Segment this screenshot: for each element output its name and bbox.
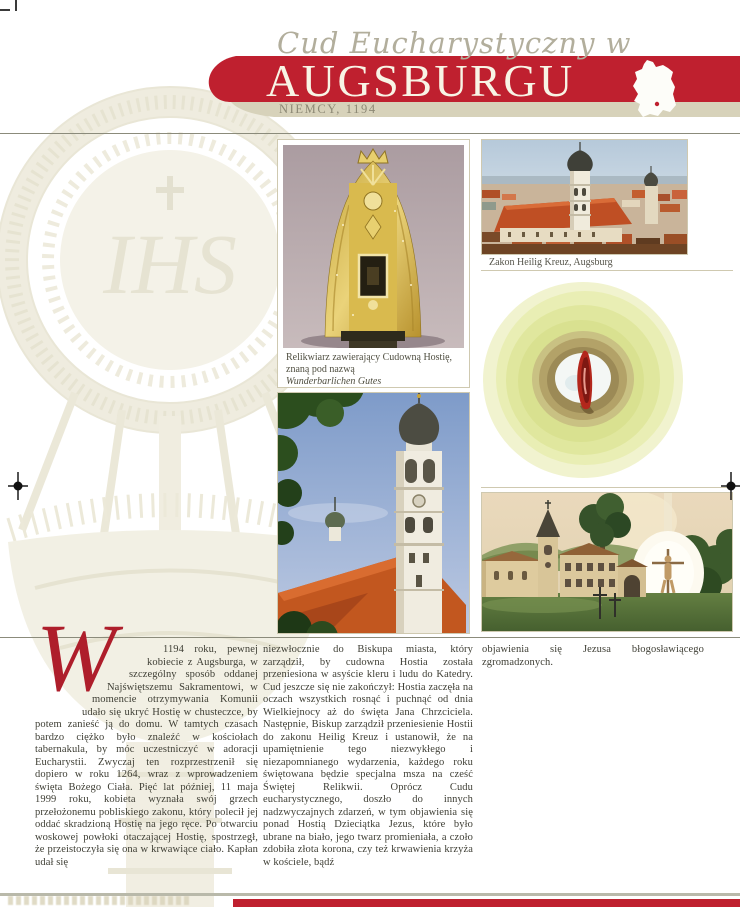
dropcap: W xyxy=(36,604,116,711)
ghost-text-watermark xyxy=(8,896,190,905)
page-subtitle: NIEMCY, 1194 xyxy=(279,102,377,116)
article-text: niezwłocznie do Biskupa miasta, który zarządził, by cudowna Hostia została przeniesiona w asyście kleru i ludu do Katedry. Cud jeszcze się nie zakończył: Hostia zaczęła na oczach wszystkich rosnąć i puchnąć od dnia Wielkiejnocy aż do święta Jana Chrzciciela. Następnie, Biskup zarządził przeniesienie Hostii do zakonu Heilig Kreuz i ustanowił, że na upamiętnienie tego niezwykłego i niezapomnianego wydarzenia, każdego roku świętowana będzie specjalna msza na cześć Świętej Relikwii. Oprócz Cudu eucharystycznego, doszło do innych nadzwyczajnych zdarzeń, w tym objawienia się ponad Hostią Dzieciątka Jezus, które było ubrane na biało, jego twarz promieniała, a czoło zdobiła złota korona, czy też krwawienia krzyża w kościele, bądź xyxy=(263,644,473,868)
article-text: objawienia się Jezusa błogosławiącego zgromadzonych. xyxy=(482,644,704,668)
script-title: Cud Eucharystyczny w xyxy=(277,26,632,60)
augsburg-dot xyxy=(655,102,659,106)
caption-line1: Relikwiarz zawierający Cudowną Hostię, znaną pod nazwą xyxy=(286,352,453,375)
bottom-red-bar xyxy=(233,899,740,907)
caption-line2: Wunderbarlichen Gutes xyxy=(286,376,382,387)
title-banner xyxy=(0,0,740,130)
monastery-painting xyxy=(482,493,732,631)
middle-hairline xyxy=(0,637,740,638)
article-text: 1194 roku, pewnej kobiecie z Augsburga, w szczególny sposób oddanej Najświętszemu Sakramentowi, w momencie otrzymywania Komunii udało się ukryć Hostię w chusteczce, by potem zanieść ją do domu. W tamtych czasach bardzo ciężko było znaleźć w kościołach tabernakula, by móc uczestniczyć w adoracji Eucharystii. Zwyczaj ten rozprzestrzenił się dopiero w roku 1264, wraz z wprowadzeniem święta Bożego Ciała. Pięć lat później, 11 maja 1999 roku, kobieta wyznała swój grzech przełożonemu pobliskiego zakonu, który polecił jej oddać skradzioną Hostię na jego ręce. Po otwarciu woskowej powłoki otaczającej Hostię, spostrzegł, że przeistoczyła się ona w krwawiące ciało. Kapłan udał się xyxy=(35,644,258,868)
article-column-3 xyxy=(482,644,704,669)
figure-caption xyxy=(286,352,464,388)
separator-hairline xyxy=(481,487,733,488)
tower-photo xyxy=(278,393,469,633)
figure-monastery xyxy=(481,492,733,632)
separator-hairline xyxy=(481,270,733,271)
registration-mark-icon xyxy=(717,472,740,500)
figure-reliquary xyxy=(277,139,470,388)
article-column-2 xyxy=(263,644,473,869)
page-title: AUGSBURGU xyxy=(266,55,575,106)
figure-host xyxy=(480,276,733,484)
bottom-hairline xyxy=(0,893,740,896)
ihs-monogram: IHS xyxy=(103,216,237,312)
host-painting xyxy=(480,276,733,484)
article-column-1 xyxy=(35,644,258,869)
figure-tower xyxy=(277,392,470,634)
registration-mark-icon xyxy=(4,472,32,500)
reliquary-photo xyxy=(283,145,464,348)
top-hairline xyxy=(0,133,740,134)
cityscape-caption: Zakon Heilig Kreuz, Augsburg xyxy=(489,257,613,268)
figure-cityscape xyxy=(481,139,688,255)
cityscape-photo xyxy=(482,140,687,254)
